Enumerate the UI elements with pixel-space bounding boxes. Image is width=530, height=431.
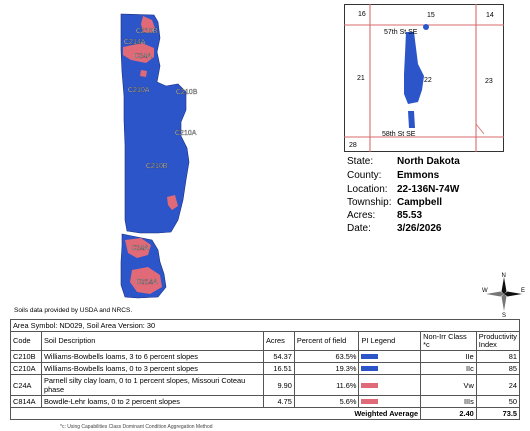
row-legend	[359, 375, 421, 396]
area-symbol: Area Symbol: ND029, Soil Area Version: 30	[11, 320, 520, 332]
info-date	[347, 222, 442, 235]
row-code: C210A	[11, 363, 42, 375]
inset-field-south	[408, 111, 415, 128]
soil-table	[10, 319, 520, 420]
legend-swatch	[361, 354, 378, 359]
row-class: IIIs	[421, 396, 477, 408]
info-label: Township:	[347, 197, 392, 208]
inset-section: 15	[427, 12, 435, 19]
info-label: Date:	[347, 223, 371, 234]
header-desc: Soil Description	[41, 332, 263, 351]
map-label: C210B	[176, 89, 198, 96]
row-legend	[359, 396, 421, 408]
inset-section: 28	[349, 142, 357, 149]
row-desc: Parnell silty clay loam, 0 to 1 percent slopes, Missouri Coteau phase	[41, 375, 263, 396]
legend-swatch	[361, 383, 378, 388]
legend-swatch	[361, 399, 378, 404]
inset-section: 16	[358, 11, 366, 18]
header-class: Non-Irr Class *c	[421, 332, 477, 351]
inset-section: 22	[424, 77, 432, 84]
table-row	[11, 396, 520, 408]
map-label: C24A	[131, 245, 149, 252]
row-code: C814A	[11, 396, 42, 408]
row-pi: 85	[476, 363, 519, 375]
info-value: 3/26/2026	[397, 223, 442, 234]
info-label: State:	[347, 156, 374, 167]
map-label: C210B	[136, 28, 158, 35]
compass-w: W	[482, 288, 488, 294]
row-desc: Williams-Bowbells loams, 3 to 6 percent slopes	[41, 351, 263, 363]
header-pi: Productivity Index	[476, 332, 519, 351]
row-class: Vw	[421, 375, 477, 396]
row-acres: 54.37	[263, 351, 294, 363]
row-pct: 5.6%	[294, 396, 359, 408]
map-label: C24A	[134, 53, 152, 60]
info-location	[347, 183, 459, 196]
map-label: C210A	[128, 87, 150, 94]
row-pi: 50	[476, 396, 519, 408]
info-county	[347, 169, 439, 182]
weighted-label: Weighted Average	[11, 408, 421, 420]
row-legend	[359, 351, 421, 363]
info-value: 85.53	[397, 210, 423, 221]
table-row	[11, 363, 520, 375]
inset-field-dot	[423, 24, 429, 30]
area-symbol-row	[11, 320, 520, 332]
row-desc: Bowdle-Lehr loams, 0 to 2 percent slopes	[41, 396, 263, 408]
info-label: Location:	[347, 184, 388, 195]
header-pct: Percent of field	[294, 332, 359, 351]
row-class: IIe	[421, 351, 477, 363]
row-acres: 16.51	[263, 363, 294, 375]
info-value: North Dakota	[397, 156, 460, 167]
compass-rose-icon	[482, 271, 526, 317]
row-pct: 63.5%	[294, 351, 359, 363]
compass-n: N	[501, 273, 506, 279]
row-pct: 11.6%	[294, 375, 359, 396]
info-label: Acres:	[347, 210, 376, 221]
header-acres: Acres	[263, 332, 294, 351]
info-township	[347, 196, 442, 209]
row-code: C210B	[11, 351, 42, 363]
inset-section: 23	[485, 78, 493, 85]
map-label: C214A	[124, 39, 146, 46]
header-code: Code	[11, 332, 42, 351]
table-header-row	[11, 332, 520, 351]
inset-section: 14	[486, 12, 494, 19]
soil-polygon-small-pink	[140, 70, 147, 77]
compass-e: E	[521, 288, 526, 294]
row-acres: 4.75	[263, 396, 294, 408]
legend-swatch	[361, 366, 378, 371]
soil-map	[0, 0, 340, 305]
weighted-average-row	[11, 408, 520, 420]
info-value: Emmons	[397, 170, 440, 181]
table-row	[11, 375, 520, 396]
road-label: 57th St SE	[384, 29, 418, 36]
row-pi: 81	[476, 351, 519, 363]
inset-map	[344, 4, 504, 152]
row-pct: 19.3%	[294, 363, 359, 375]
row-class: IIc	[421, 363, 477, 375]
info-label: County:	[347, 170, 382, 181]
road-label: 58th St SE	[382, 131, 416, 138]
footer-note: *c: Using Capabilities Class Dominant Condition Aggregation Method	[60, 424, 213, 430]
weighted-pi: 73.5	[476, 408, 519, 420]
info-value: 22-136N-74W	[397, 184, 460, 195]
header-legend: PI Legend	[359, 332, 421, 351]
info-value: Campbell	[397, 197, 443, 208]
row-pi: 24	[476, 375, 519, 396]
inset-section: 21	[357, 75, 365, 82]
compass-s: S	[502, 313, 507, 317]
info-acres	[347, 209, 422, 222]
row-acres: 9.90	[263, 375, 294, 396]
row-desc: Williams-Bowbells loams, 0 to 3 percent slopes	[41, 363, 263, 375]
map-label: C210B	[146, 163, 168, 170]
weighted-class: 2.40	[421, 408, 477, 420]
info-state	[347, 155, 460, 168]
source-note: Soils data provided by USDA and NRCS.	[14, 307, 133, 314]
map-label: C210A	[175, 130, 197, 137]
row-code: C24A	[11, 375, 42, 396]
map-label: C814A	[136, 279, 158, 286]
table-row	[11, 351, 520, 363]
row-legend	[359, 363, 421, 375]
